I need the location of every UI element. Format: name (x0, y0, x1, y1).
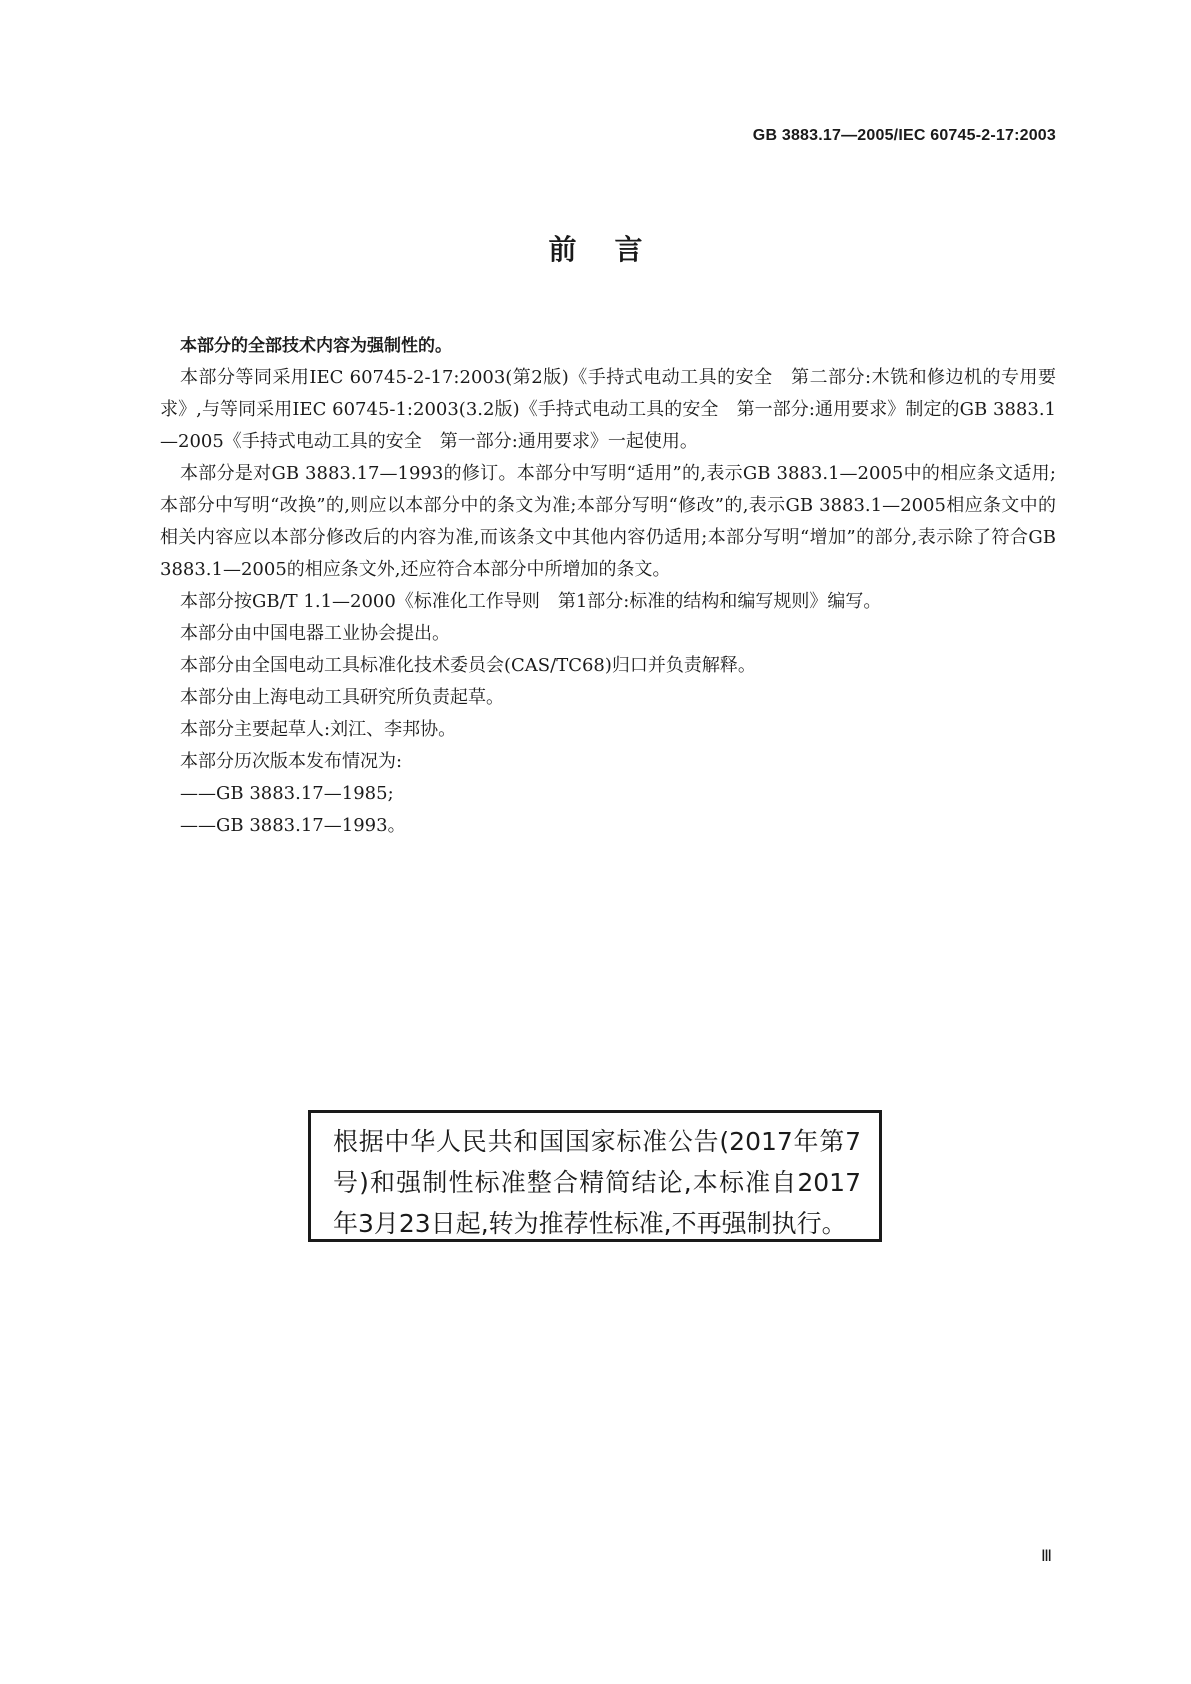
paragraph-proposer: 本部分由中国电器工业协会提出。 (180, 623, 450, 644)
history-item: ——GB 3883.17—1985; (180, 783, 394, 804)
foreword-body (160, 330, 1056, 842)
paragraph-committee: 本部分由全国电动工具标准化技术委员会(CAS/TC68)归口并负责解释。 (180, 655, 756, 676)
paragraph-drafting-rules: 本部分按GB/T 1.1—2000《标准化工作导则 第1部分:标准的结构和编写规则》编写。 (180, 591, 882, 612)
paragraph-history-intro: 本部分历次版本发布情况为: (180, 751, 403, 772)
paragraph-adoption: 本部分等同采用IEC 60745-2-17:2003(第2版)《手持式电动工具的安全 第二部分:木铣和修边机的专用要求》,与等同采用IEC 60745-1:2003(3.2版)《手持式电动工具的安全 第一部分:通用要求》制定的GB 3883.1—2005《手持式电动工具的安全 第一部分:通用要求》一起使用。 (160, 367, 1056, 452)
paragraph-drafters: 本部分主要起草人:刘江、李邦协。 (180, 719, 457, 740)
notice-box: 根据中华人民共和国国家标准公告(2017年第7号)和强制性标准整合精简结论,本标准自2017年3月23日起,转为推荐性标准,不再强制执行。 (308, 1110, 882, 1242)
page-number: Ⅲ (1040, 1548, 1051, 1565)
paragraph-revision: 本部分是对GB 3883.17—1993的修订。本部分中写明“适用”的,表示GB 3883.1—2005中的相应条文适用;本部分中写明“改换”的,则应以本部分中的条文为准;本部分写明“修改”的,表示GB 3883.1—2005相应条文中的相关内容应以本部分修改后的内容为准,而该条文中其他内容仍适用;本部分写明“增加”的部分,表示除了符合GB 3883.1—2005的相应条文外,还应符合本部分中所增加的条文。 (160, 463, 1056, 580)
mandatory-statement: 本部分的全部技术内容为强制性的。 (180, 336, 452, 356)
paragraph-drafting-org: 本部分由上海电动工具研究所负责起草。 (180, 687, 504, 708)
history-item: ——GB 3883.17—1993。 (180, 815, 406, 836)
page-title: 前言 (548, 233, 681, 266)
standard-code-header: GB 3883.17—2005/IEC 60745-2-17:2003 (752, 127, 1056, 144)
